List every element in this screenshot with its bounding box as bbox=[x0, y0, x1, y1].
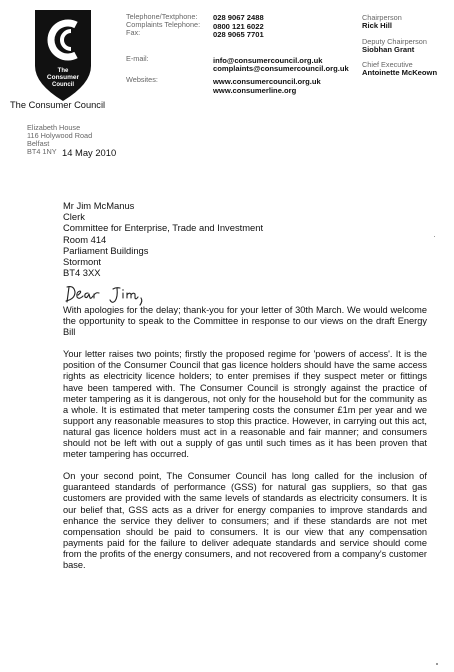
contact-labels bbox=[126, 13, 212, 84]
contact-values bbox=[213, 13, 349, 95]
recipient-line: Clerk bbox=[63, 211, 85, 223]
consumerline-link[interactable]: www.consumerline.org bbox=[213, 85, 297, 95]
fax-value: 028 9065 7701 bbox=[213, 30, 264, 40]
logo-text-line-2: Consumer bbox=[46, 74, 80, 81]
consumer-council-logo bbox=[33, 8, 93, 103]
deputy-name: Siobhan Grant bbox=[362, 44, 415, 54]
logo-text-line-3: Council bbox=[52, 82, 74, 88]
fax-label: Fax: bbox=[126, 28, 141, 37]
scan-speck bbox=[434, 236, 435, 237]
chair-title: Chairperson bbox=[362, 13, 402, 22]
chair-name: Rick Hill bbox=[362, 21, 392, 30]
complaints-email-link[interactable]: complaints@consumercouncil.org.uk bbox=[213, 64, 349, 74]
recipient-line: Committee for Enterprise, Trade and Investment bbox=[63, 222, 264, 234]
complaints-label: Complaints Telephone: bbox=[126, 20, 201, 29]
address-line: 116 Holywood Road bbox=[27, 131, 93, 140]
complaints-value: 0800 121 6022 bbox=[213, 21, 264, 31]
body-paragraph: Your letter raises two points; firstly the proposed regime for 'powers of access'. It is the position of the Consumer Council that gas licence holders should have the same access rights as electricity licence holders; to enter premises if they suspect meter or fittings have been tampered with. The Consumer Council is strongly against the practice of meter tampering as it is dangerous, not only for the household but for the community as a whole. It is estimated that meter tampering costs the consumer £1m per year and we support any reasonable measures to stop this practice. However, in carrying out this act, natural gas licence holders must act in a reasonable and fair manner; and consumers should not be left with out a supply of gas until such times as it has been proven that meter tampering has occurred. bbox=[63, 349, 427, 460]
officers bbox=[362, 14, 450, 78]
scan-speck bbox=[436, 663, 438, 665]
email-link[interactable]: info@consumercouncil.org.uk bbox=[213, 55, 323, 65]
body-paragraph: With apologies for the delay; thank-you for your letter of 30th March. We would welcome the opportunity to speak to the Committee in response to our views on the draft Energy Bill bbox=[63, 305, 427, 338]
recipient-address bbox=[63, 200, 423, 278]
recipient-line: Stormont bbox=[63, 256, 102, 268]
logo-text-line-1: The bbox=[57, 68, 69, 74]
telephone-label: Telephone/Textphone: bbox=[126, 12, 198, 21]
recipient-line: BT4 3XX bbox=[63, 267, 101, 279]
org-name: The Consumer Council bbox=[10, 100, 106, 110]
telephone-value: 028 9067 2488 bbox=[213, 13, 264, 22]
address-line: Belfast bbox=[27, 139, 50, 148]
letter-body bbox=[63, 305, 427, 582]
deputy-title: Deputy Chairperson bbox=[362, 36, 427, 46]
website-link[interactable]: www.consumercouncil.org.uk bbox=[213, 76, 321, 86]
recipient-line: Mr Jim McManus bbox=[63, 200, 135, 211]
logo-emblem-icon bbox=[33, 8, 93, 103]
recipient-line: Parliament Buildings bbox=[63, 244, 149, 256]
body-paragraph: On your second point, The Consumer Council has long called for the inclusion of guaranteed standards of performance (GSS) for natural gas suppliers, so that gas customers are provided with the same levels of standards as electricity consumers. It is our belief that, GSS acts as a driver for energy companies to improve standards and enhance the service they deliver to consumers; and if these standards are not met compensation should be paid to consumers. It is our view that any compensation payments paid for the failure to deliver adequate standards and service should come from the profits of the energy consumers, and not recovered from a company's customer base. bbox=[63, 471, 427, 570]
ceo-name: Antoinette McKeown bbox=[362, 68, 438, 78]
recipient-line: Room 414 bbox=[63, 233, 107, 245]
letter-date: 14 May 2010 bbox=[62, 147, 117, 158]
ceo-title: Chief Executive bbox=[362, 60, 413, 70]
handwritten-dear-jim-icon bbox=[64, 283, 164, 307]
email-label: E-mail: bbox=[126, 54, 149, 63]
websites-label: Websites: bbox=[126, 75, 158, 84]
address-line: Elizabeth House bbox=[27, 123, 81, 132]
address-line: BT4 1NY bbox=[27, 147, 57, 156]
